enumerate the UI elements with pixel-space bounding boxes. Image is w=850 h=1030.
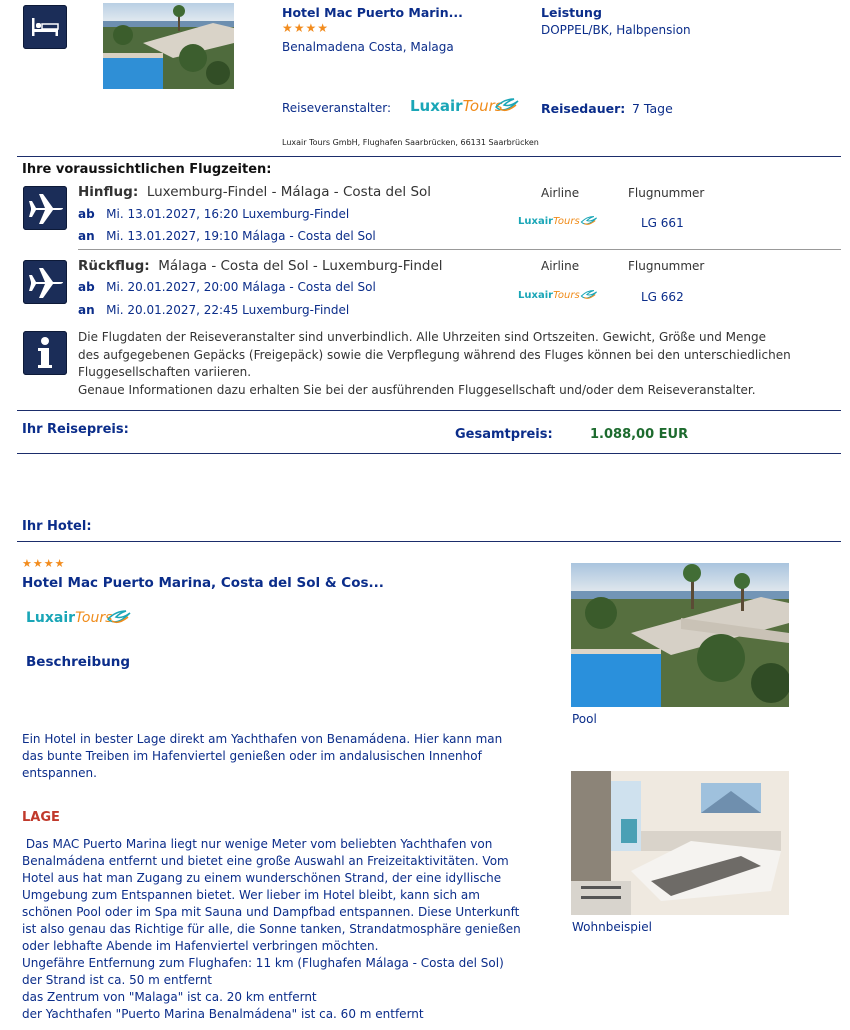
- lage-heading: LAGE: [22, 810, 60, 825]
- arr-prefix: an: [78, 303, 95, 317]
- outbound-label: Hinflug:: [78, 184, 139, 200]
- pool-photo-caption: Pool: [572, 712, 597, 726]
- duration-label: Reisedauer:: [541, 101, 626, 116]
- divider: [17, 541, 841, 542]
- hotel-logo-b: Tours: [75, 610, 113, 626]
- text-line: ist also genau das Richtige für alle, die Sonne tanken, Strandatmosphäre genießen: [22, 922, 521, 936]
- outbound-flight-number: LG 661: [641, 216, 684, 230]
- text-line: entspannen.: [22, 766, 97, 780]
- flight-info-text: [78, 329, 791, 399]
- hotel-intro-text: [22, 731, 502, 782]
- text-line: Das MAC Puerto Marina liegt nur wenige Meter vom beliebten Yachthafen von: [22, 837, 493, 851]
- return-arrival: [78, 303, 349, 317]
- return-departure: [78, 280, 376, 294]
- outbound-departure: [78, 207, 349, 221]
- hotel-full-name: Hotel Mac Puerto Marina, Costa del Sol & Cos...: [22, 575, 384, 591]
- price-heading: Ihr Reisepreis:: [22, 422, 129, 437]
- lage-text: [22, 836, 521, 1023]
- bird-icon: [580, 289, 598, 303]
- operator-label: Reiseveranstalter:: [282, 101, 392, 115]
- operator-address: Luxair Tours GmbH, Flughafen Saarbrücken, 66131 Saarbrücken: [282, 138, 539, 147]
- bird-icon: [106, 609, 132, 629]
- plane-icon: [23, 186, 67, 230]
- airline-logo-a: Luxair: [518, 290, 554, 301]
- airline-header: Airline: [541, 259, 580, 273]
- airline-logo-outbound: [518, 216, 580, 227]
- text-line: der Yachthafen "Puerto Marina Benalmádena" ist ca. 60 m entfernt: [22, 1007, 424, 1021]
- text-line: Ungefähre Entfernung zum Flughafen: 11 km (Flughafen Málaga - Costa del Sol): [22, 956, 504, 970]
- divider: [17, 156, 841, 157]
- outbound-route: Luxemburg-Findel - Málaga - Costa del Sol: [146, 184, 432, 200]
- text-line: das bunte Treiben im Hafenviertel genießen oder im andalusischen Innenhof: [22, 749, 482, 763]
- airline-logo-return: [518, 290, 580, 301]
- duration-value: 7 Tage: [632, 101, 673, 116]
- divider: [78, 249, 841, 250]
- flightno-header: Flugnummer: [628, 186, 705, 200]
- text-line: Umgebung zum Entspannen bietet. Wer lieber im Hotel bleibt, kann sich am: [22, 888, 480, 902]
- outbound-flight-header: [78, 184, 431, 200]
- arr-prefix: an: [78, 229, 95, 243]
- return-arr-text: Mi. 20.01.2027, 22:45 Luxemburg-Findel: [106, 303, 350, 317]
- bird-icon: [580, 215, 598, 229]
- info-line: des aufgegebenen Gepäcks (Freigepäck) sowie die Verpflegung während des Fluges können bei den unterschiedlichen: [78, 347, 791, 362]
- text-line: der Strand ist ca. 50 m entfernt: [22, 973, 213, 987]
- return-flight-header: [78, 258, 443, 274]
- divider: [17, 410, 841, 411]
- service-value: DOPPEL/BK, Halbpension: [541, 23, 691, 37]
- hotel-heading: Ihr Hotel:: [22, 519, 92, 534]
- total-price-value: 1.088,00 EUR: [590, 427, 689, 442]
- info-line: Genaue Informationen dazu erhalten Sie bei der ausführenden Fluggesellschaft und/oder dem Reiseveranstalter.: [78, 382, 756, 397]
- text-line: schönen Pool oder im Spa mit Sauna und Dampfbad entspannen. Diese Unterkunft: [22, 905, 520, 919]
- total-price-label: Gesamtpreis:: [455, 427, 553, 442]
- dep-prefix: ab: [78, 207, 95, 221]
- text-line: Hotel aus hat man Zugang zu einem wunderschönen Strand, der eine idyllische: [22, 871, 502, 885]
- return-label: Rückflug:: [78, 258, 150, 274]
- divider: [17, 453, 841, 454]
- hotel-stars: ★★★★: [22, 557, 66, 570]
- text-line: das Zentrum von "Malaga" ist ca. 20 km entfernt: [22, 990, 317, 1004]
- return-dep-text: Mi. 20.01.2027, 20:00 Málaga - Costa del Sol: [106, 280, 376, 294]
- service-label: Leistung: [541, 5, 602, 20]
- plane-icon: [23, 260, 67, 304]
- airline-logo-a: Luxair: [518, 216, 554, 227]
- operator-logo-text-b: Tours: [462, 97, 503, 115]
- operator-logo-text-a: Luxair: [410, 97, 463, 115]
- flightno-header: Flugnummer: [628, 259, 705, 273]
- hotel-location: Benalmadena Costa, Malaga: [282, 40, 454, 54]
- description-heading: Beschreibung: [26, 654, 131, 670]
- airline-logo-b: Tours: [553, 216, 580, 227]
- info-line: Fluggesellschaften variieren.: [78, 365, 252, 379]
- return-route: Málaga - Costa del Sol - Luxemburg-Findel: [158, 258, 443, 274]
- hotel-thumbnail[interactable]: [103, 3, 234, 89]
- return-flight-number: LG 662: [641, 290, 684, 304]
- room-photo-caption: Wohnbeispiel: [572, 920, 652, 934]
- info-line: Die Flugdaten der Reiseveranstalter sind unverbindlich. Alle Uhrzeiten sind Ortszeiten. Gewicht, Größe und Menge: [78, 330, 767, 344]
- pool-photo[interactable]: [571, 563, 789, 707]
- hotel-logo-a: Luxair: [26, 610, 76, 626]
- outbound-dep-text: Mi. 13.01.2027, 16:20 Luxemburg-Findel: [106, 207, 350, 221]
- operator-logo: [410, 97, 503, 115]
- airline-header: Airline: [541, 186, 580, 200]
- hotel-name-link[interactable]: Hotel Mac Puerto Marin...: [282, 5, 463, 20]
- text-line: Benalmádena entfernt und bietet eine große Auswahl an Freizeitaktivitäten. Vom: [22, 854, 509, 868]
- bird-icon: [494, 97, 520, 117]
- bed-icon: [23, 5, 67, 49]
- flights-heading: Ihre voraussichtlichen Flugzeiten:: [22, 162, 272, 177]
- text-line: oder lebhafte Abende im Hafenviertel verbringen möchten.: [22, 939, 379, 953]
- dep-prefix: ab: [78, 280, 95, 294]
- outbound-arr-text: Mi. 13.01.2027, 19:10 Málaga - Costa del Sol: [106, 229, 376, 243]
- airline-logo-b: Tours: [553, 290, 580, 301]
- room-photo[interactable]: [571, 771, 789, 915]
- outbound-arrival: [78, 229, 376, 243]
- info-icon: [23, 331, 67, 375]
- hotel-stars: ★★★★: [282, 21, 330, 35]
- text-line: Ein Hotel in bester Lage direkt am Yachthafen von Benamádena. Hier kann man: [22, 732, 503, 746]
- hotel-operator-logo: [26, 610, 112, 626]
